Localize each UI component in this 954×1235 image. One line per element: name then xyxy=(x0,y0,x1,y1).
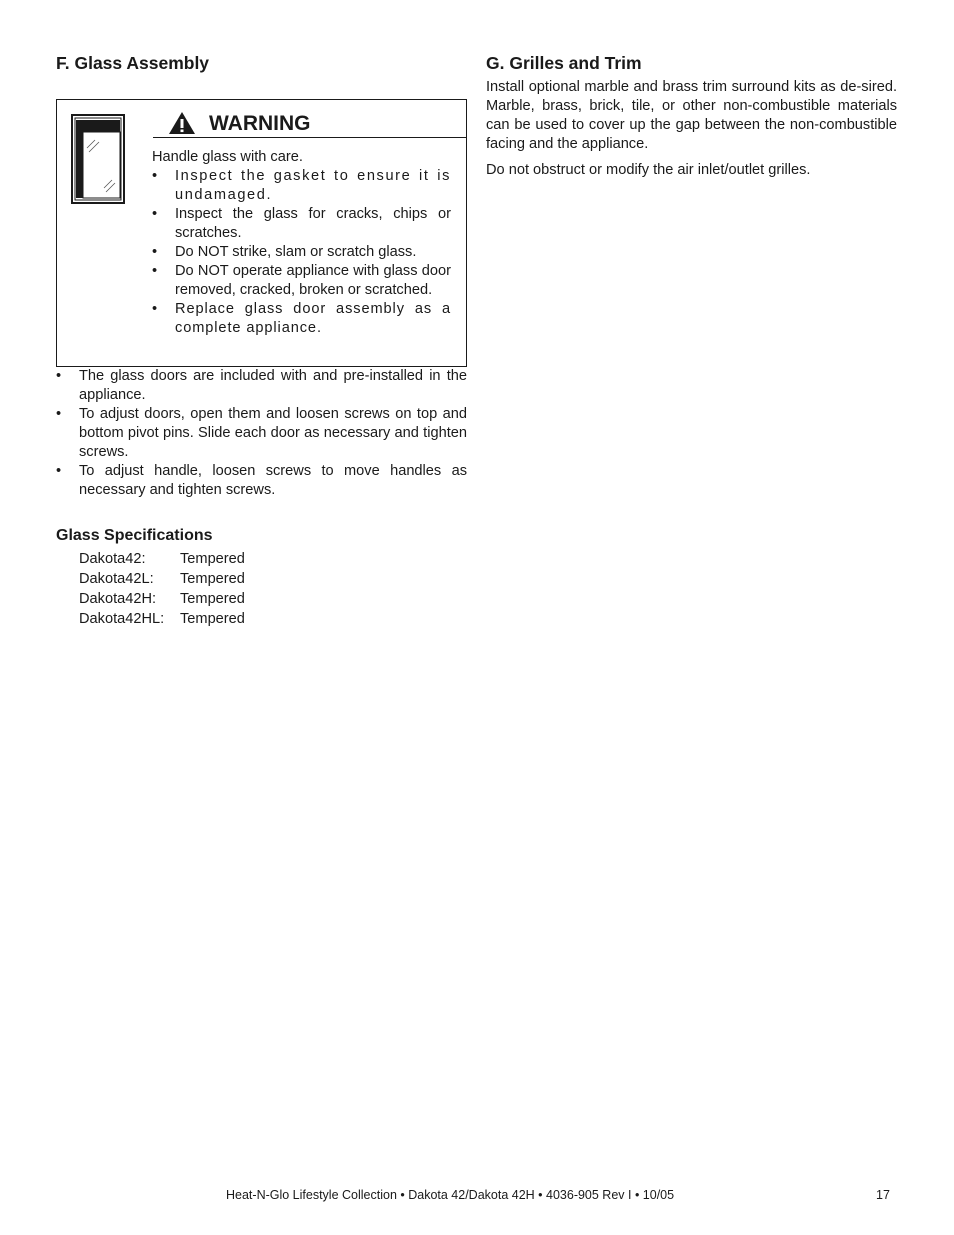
warning-item: • Do NOT operate appliance with glass door removed, cracked, broken or scratched. xyxy=(152,263,451,298)
paragraph: Install optional marble and brass trim surround kits as de-sired. Marble, brass, brick, tile, or other non-combustible materials can be used to cover up the gap between the non-combustible facing and the appliance. xyxy=(486,79,897,152)
section-heading-glass-assembly: F. Glass Assembly xyxy=(56,53,210,73)
table-row: Dakota42: Tempered xyxy=(79,551,245,567)
list-item: • To adjust handle, loosen screws to move handles as necessary and tighten screws. xyxy=(56,463,467,498)
warning-item: • Do NOT strike, slam or scratch glass. xyxy=(152,244,417,260)
list-item: • To adjust doors, open them and loosen screws on top and bottom pivot pins. Slide each door as necessary and tighten screws. xyxy=(56,406,467,460)
left-column xyxy=(56,52,467,630)
warning-box xyxy=(56,99,467,367)
warning-item: • Replace glass door assembly as a complete appliance. xyxy=(152,301,451,336)
warning-title: WARNING xyxy=(209,112,311,135)
footer-text: Heat-N-Glo Lifestyle Collection • Dakota 42/Dakota 42H • 4036-905 Rev I • 10/05 xyxy=(226,1188,675,1202)
warning-body xyxy=(152,148,451,338)
warning-item: • Inspect the glass for cracks, chips or scratches. xyxy=(152,206,451,241)
table-row: Dakota42HL: Tempered xyxy=(79,611,245,627)
table-row: Dakota42H: Tempered xyxy=(79,591,245,607)
warning-header xyxy=(153,100,466,138)
glass-door-icon xyxy=(71,114,125,204)
list-item: • The glass doors are included with and pre-installed in the appliance. xyxy=(56,368,467,403)
section-heading-grilles-and-trim: G. Grilles and Trim xyxy=(486,53,642,73)
right-column xyxy=(486,52,897,180)
glass-door-notes xyxy=(56,367,467,500)
warning-intro: Handle glass with care. xyxy=(152,149,303,165)
paragraph: Do not obstruct or modify the air inlet/outlet grilles. xyxy=(486,162,811,178)
warning-triangle-icon xyxy=(168,111,196,135)
glass-specifications-table xyxy=(79,550,245,630)
warning-item: • Inspect the gasket to ensure it is undamaged. xyxy=(152,168,451,203)
page-number: 17 xyxy=(876,1188,890,1202)
glass-specifications-heading: Glass Specifications xyxy=(56,527,213,544)
table-row: Dakota42L: Tempered xyxy=(79,571,245,587)
